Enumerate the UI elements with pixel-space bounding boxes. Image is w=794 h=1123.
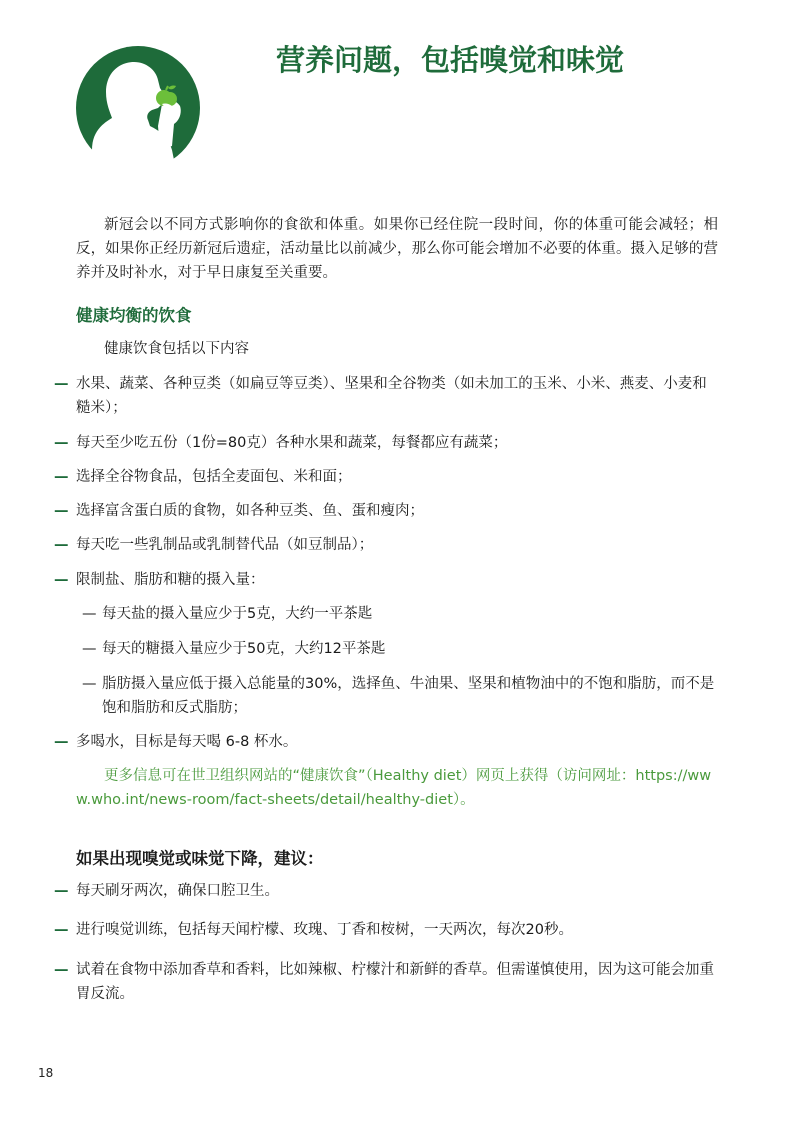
sub-list-item-text: 每天盐的摄入量应少于5克，大约一平茶匙 [102,606,373,622]
sub-list-item [82,602,720,626]
list-item-text: 每天吃一些乳制品或乳制替代品（如豆制品）； [76,537,374,553]
list-item-text: 试着在食物中添加香草和香料，比如辣椒、柠檬汁和新鲜的香草。但需谨慎使用，因为这可能会加重胃反流。 [76,962,714,1002]
list-item [54,730,720,754]
dash-bullet: — [82,606,97,622]
list-item [54,533,720,557]
page-title: 营养问题，包括嗅觉和味觉 [276,43,625,77]
intro-paragraph: 新冠会以不同方式影响你的食欲和体重。如果你已经住院一段时间，你的体重可能会减轻；相反，如果你正经历新冠后遗症，活动量比以前减少，那么你可能会增加不必要的体重。摄入足够的营养并及时补水，对于早日康复至关重要。 [76,217,718,281]
sub-list-item-text: 每天的糖摄入量应少于50克，大约12平茶匙 [102,641,386,657]
dash-bullet: — [54,376,69,392]
dash-bullet: — [82,641,97,657]
list-item-text: 多喝水，目标是每天喝 6-8 杯水。 [76,734,298,750]
list-item-text: 水果、蔬菜、各种豆类（如扁豆等豆类）、坚果和全谷物类（如未加工的玉米、小米、燕麦、小麦和糙米）； [76,376,707,416]
list-item [54,958,720,1006]
list-item [54,431,720,455]
dash-bullet: — [54,469,69,485]
sub-list-item [82,637,720,661]
list-item [54,499,720,523]
dash-bullet: — [54,503,69,519]
list-item-text: 每天至少吃五份（1份=80克）各种水果和蔬菜，每餐都应有蔬菜； [76,435,508,451]
section-heading-smell-taste: 如果出现嗅觉或味觉下降，建议： [76,849,324,868]
sub-list-item [82,672,720,720]
dash-bullet: — [82,676,97,692]
dash-bullet: — [54,435,69,451]
sub-list-item-text: 脂肪摄入量应低于摄入总能量的30%，选择鱼、牛油果、坚果和植物油中的不饱和脂肪，而不是饱和脂肪和反式脂肪； [102,676,715,716]
page-number: 18 [38,1066,54,1080]
list-item [54,568,720,592]
list-item [54,372,720,420]
section-heading-healthy-diet: 健康均衡的饮食 [76,306,192,325]
person-eating-apple-icon [76,46,200,170]
dash-bullet: — [54,922,69,938]
list-item-text: 进行嗅觉训练，包括每天闻柠檬、玫瑰、丁香和桉树，一天两次，每次20秒。 [76,922,573,938]
list-item-text: 限制盐、脂肪和糖的摄入量： [76,572,265,588]
more-info-link-text[interactable]: 更多信息可在世卫组织网站的“健康饮食”（Healthy diet）网页上获得（访问网址：https://www.who.int/news-room/fact-sheets/detail/healthy-diet）。 [76,768,712,808]
dash-bullet: — [54,537,69,553]
dash-bullet: — [54,962,69,978]
list-item-text: 每天刷牙两次，确保口腔卫生。 [76,883,279,899]
section-lead: 健康饮食包括以下内容 [104,341,249,357]
dash-bullet: — [54,734,69,750]
list-item-text: 选择全谷物食品，包括全麦面包、米和面； [76,469,352,485]
dash-bullet: — [54,572,69,588]
list-item-text: 选择富含蛋白质的食物，如各种豆类、鱼、蛋和瘦肉； [76,503,424,519]
list-item [54,918,720,942]
dash-bullet: — [54,883,69,899]
list-item [54,879,720,903]
list-item [54,465,720,489]
